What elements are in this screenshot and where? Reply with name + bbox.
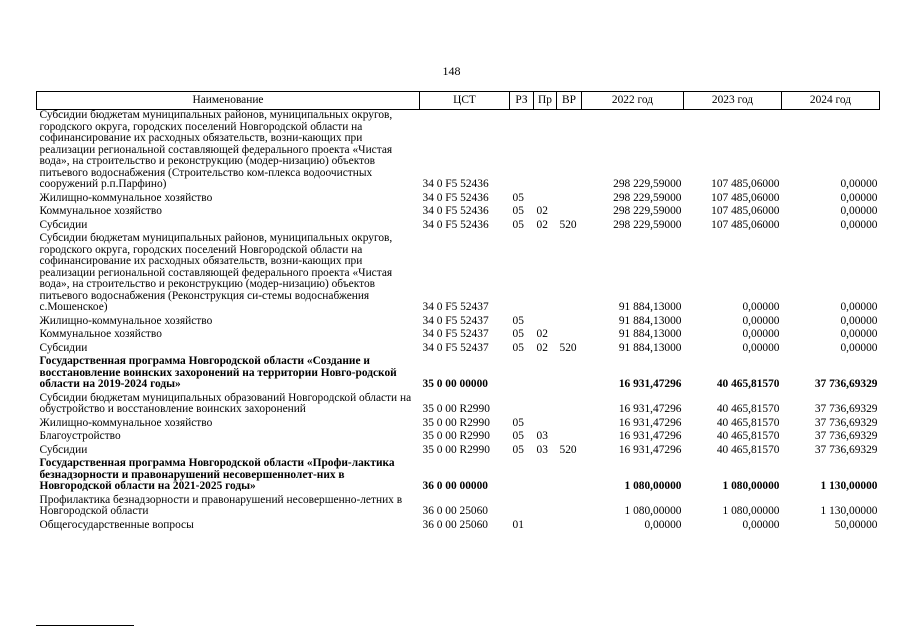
header-pr: Пр [534,92,557,110]
name-cell: Благоустройство [39,430,121,442]
amount-2023-cell: 40 465,81570 [716,403,780,415]
amount-2022-cell: 298 229,59000 [613,218,682,231]
amount-2024-cell: 0,00000 [840,341,878,354]
vr-cell: 520 [559,443,577,456]
pr-cell: 02 [536,341,548,354]
amount-2024-cell: 0,00000 [840,191,878,204]
vr-cell [557,393,582,418]
amount-2022-cell: 1 080,00000 [624,505,682,517]
amount-2023-cell: 107 485,06000 [711,191,780,204]
vr-cell [557,316,582,330]
page-number: 148 [442,64,461,78]
cst-cell: 34 0 F5 52436 [422,178,489,190]
amount-2022-cell: 91 884,13000 [618,341,682,354]
pr-cell [534,458,557,495]
amount-2022-cell: 1 080,00000 [624,480,682,492]
rz-cell: 05 [512,430,524,442]
vr-cell: 520 [559,218,577,231]
cst-cell: 36 0 00 25060 [422,505,488,517]
rz-cell: 05 [512,314,524,327]
rz-cell [510,495,534,520]
vr-cell [557,495,582,520]
table-row [37,220,880,234]
name-cell: Коммунальное хозяйство [39,205,162,217]
amount-2022-cell: 16 931,47296 [618,416,682,429]
header-vr: ВР [557,92,582,110]
pr-cell: 03 [536,443,548,456]
cst-cell: 35 0 00 00000 [422,378,488,390]
header-2022: 2022 год [582,92,684,110]
amount-2024-cell: 50,00000 [834,518,878,531]
cst-cell: 35 0 00 R2990 [422,416,490,429]
vr-cell [557,193,582,207]
pr-cell: 02 [536,328,548,340]
name-cell: Субсидии [39,218,88,231]
pr-cell [534,520,557,534]
rz-cell: 05 [512,416,524,429]
cst-cell: 36 0 00 25060 [422,518,488,531]
rz-cell [510,110,534,193]
rz-cell: 05 [512,218,524,231]
amount-2023-cell: 107 485,06000 [711,178,780,190]
table-row [37,329,880,343]
rz-cell [510,458,534,495]
amount-2024-cell: 37 736,69329 [814,416,878,429]
amount-2023-cell: 0,00000 [742,328,780,340]
vr-cell [557,418,582,432]
cst-cell: 34 0 F5 52437 [422,328,489,340]
table-row [37,445,880,459]
amount-2022-cell: 298 229,59000 [613,178,682,190]
pr-cell [534,495,557,520]
name-cell: Жилищно-коммунальное хозяйство [39,314,213,327]
amount-2022-cell: 16 931,47296 [618,443,682,456]
amount-2022-cell: 16 931,47296 [618,378,682,390]
amount-2022-cell: 91 884,13000 [618,328,682,340]
amount-2024-cell: 1 130,00000 [820,505,878,517]
table-row [37,431,880,445]
amount-2024-cell: 0,00000 [840,328,878,340]
amount-2023-cell: 107 485,06000 [711,205,780,217]
vr-cell [557,110,582,193]
pr-cell [534,193,557,207]
pr-cell: 03 [536,430,548,442]
name-cell: Субсидии бюджетам муниципальных районов, муниципальных округов, городского округа, городских поселений Новгородской области на софинансирование их расходных обязательств, возни-кающих при реализации региональной составляющей федерального проекта «Чистая вода», на строительство и реконструкцию (модер-низацию) объектов питьевого водоснабжения (Реконструкция си-стемы водоснабжения с.Мошенское) [39,232,393,313]
rz-cell [510,233,534,316]
cst-cell: 36 0 00 00000 [422,480,488,492]
pr-cell [534,316,557,330]
table-row [37,193,880,207]
header-cst: ЦСТ [420,92,510,110]
header-2023: 2023 год [684,92,782,110]
rz-cell [510,356,534,393]
table-row [37,495,880,520]
amount-2022-cell: 298 229,59000 [613,205,682,217]
amount-2022-cell: 16 931,47296 [618,403,682,415]
table-row [37,233,880,316]
name-cell: Государственная программа Новгородской области «Профи-лактика безнадзорности и правонарушений несовершеннолет-них в Новгородской области на 2021-2025 годы» [39,457,395,492]
pr-cell: 02 [536,205,548,217]
amount-2022-cell: 0,00000 [644,518,682,531]
table-row [37,458,880,495]
header-2024: 2024 год [782,92,880,110]
budget-table [36,91,880,533]
vr-cell [557,233,582,316]
rz-cell: 05 [512,191,524,204]
amount-2024-cell: 37 736,69329 [814,378,878,390]
name-cell: Профилактика безнадзорности и правонарушений несовершенно-летних в Новгородской области [39,493,403,517]
table-header-row [37,92,880,110]
amount-2024-cell: 0,00000 [840,205,878,217]
cst-cell: 35 0 00 R2990 [422,430,490,442]
vr-cell: 520 [559,341,577,354]
name-cell: Коммунальное хозяйство [39,328,162,340]
name-cell: Субсидии [39,443,88,456]
amount-2024-cell: 0,00000 [840,314,878,327]
vr-cell [557,520,582,534]
amount-2024-cell: 1 130,00000 [820,480,878,492]
amount-2024-cell: 37 736,69329 [814,430,878,442]
vr-cell [557,431,582,445]
amount-2023-cell: 40 465,81570 [716,443,780,456]
amount-2022-cell: 16 931,47296 [618,430,682,442]
amount-2023-cell: 107 485,06000 [711,218,780,231]
amount-2023-cell: 40 465,81570 [716,378,780,390]
name-cell: Жилищно-коммунальное хозяйство [39,416,213,429]
table-row [37,110,880,193]
name-cell: Жилищно-коммунальное хозяйство [39,191,213,204]
amount-2023-cell: 40 465,81570 [716,416,780,429]
header-name: Наименование [37,92,420,110]
amount-2023-cell: 0,00000 [742,301,780,313]
vr-cell [557,458,582,495]
name-cell: Субсидии бюджетам муниципальных образований Новгородской области на обустройство и восстановление воинских захоронений [39,391,412,415]
amount-2022-cell: 91 884,13000 [618,301,682,313]
amount-2024-cell: 37 736,69329 [814,443,878,456]
amount-2023-cell: 1 080,00000 [722,480,780,492]
name-cell: Общегосударственные вопросы [39,518,194,531]
name-cell: Субсидии [39,341,88,354]
cst-cell: 34 0 F5 52437 [422,301,489,313]
pr-cell [534,110,557,193]
footnote-divider [36,625,134,626]
amount-2022-cell: 298 229,59000 [613,191,682,204]
rz-cell: 05 [512,443,524,456]
cst-cell: 34 0 F5 52436 [422,218,489,231]
cst-cell: 34 0 F5 52437 [422,314,489,327]
pr-cell: 02 [536,218,548,231]
amount-2022-cell: 91 884,13000 [618,314,682,327]
cst-cell: 35 0 00 R2990 [422,443,490,456]
rz-cell [510,393,534,418]
amount-2024-cell: 0,00000 [840,218,878,231]
rz-cell: 05 [512,328,524,340]
pr-cell [534,356,557,393]
rz-cell: 05 [512,341,524,354]
pr-cell [534,233,557,316]
amount-2023-cell: 1 080,00000 [722,505,780,517]
cst-cell: 35 0 00 R2990 [422,403,490,415]
cst-cell: 34 0 F5 52436 [422,205,489,217]
amount-2023-cell: 40 465,81570 [716,430,780,442]
table-row [37,356,880,393]
rz-cell: 01 [512,518,524,531]
amount-2024-cell: 0,00000 [840,178,878,190]
table-row [37,418,880,432]
name-cell: Государственная программа Новгородской области «Создание и восстановление воинских захоронений на территории Новго-родской области на 2019-2024 годы» [39,355,397,390]
table-row [37,316,880,330]
rz-cell: 05 [512,205,524,217]
amount-2024-cell: 0,00000 [840,301,878,313]
vr-cell [557,206,582,220]
table-row [37,343,880,357]
cst-cell: 34 0 F5 52436 [422,191,489,204]
amount-2023-cell: 0,00000 [742,314,780,327]
pr-cell [534,393,557,418]
amount-2023-cell: 0,00000 [742,341,780,354]
amount-2024-cell: 37 736,69329 [814,403,878,415]
pr-cell [534,418,557,432]
vr-cell [557,356,582,393]
table-row [37,393,880,418]
name-cell: Субсидии бюджетам муниципальных районов, муниципальных округов, городского округа, городских поселений Новгородской области на софинансирование их расходных обязательств, возни-кающих при реализации региональной составляющей федерального проекта «Чистая вода», на строительство и реконструкцию (модер-низацию) объектов питьевого водоснабжения (Строительство ком-плекса водоочистных сооружений р.п.Парфино) [39,109,393,190]
header-rz: РЗ [510,92,534,110]
cst-cell: 34 0 F5 52437 [422,341,489,354]
table-row [37,206,880,220]
table-row [37,520,880,534]
amount-2023-cell: 0,00000 [742,518,780,531]
vr-cell [557,329,582,343]
